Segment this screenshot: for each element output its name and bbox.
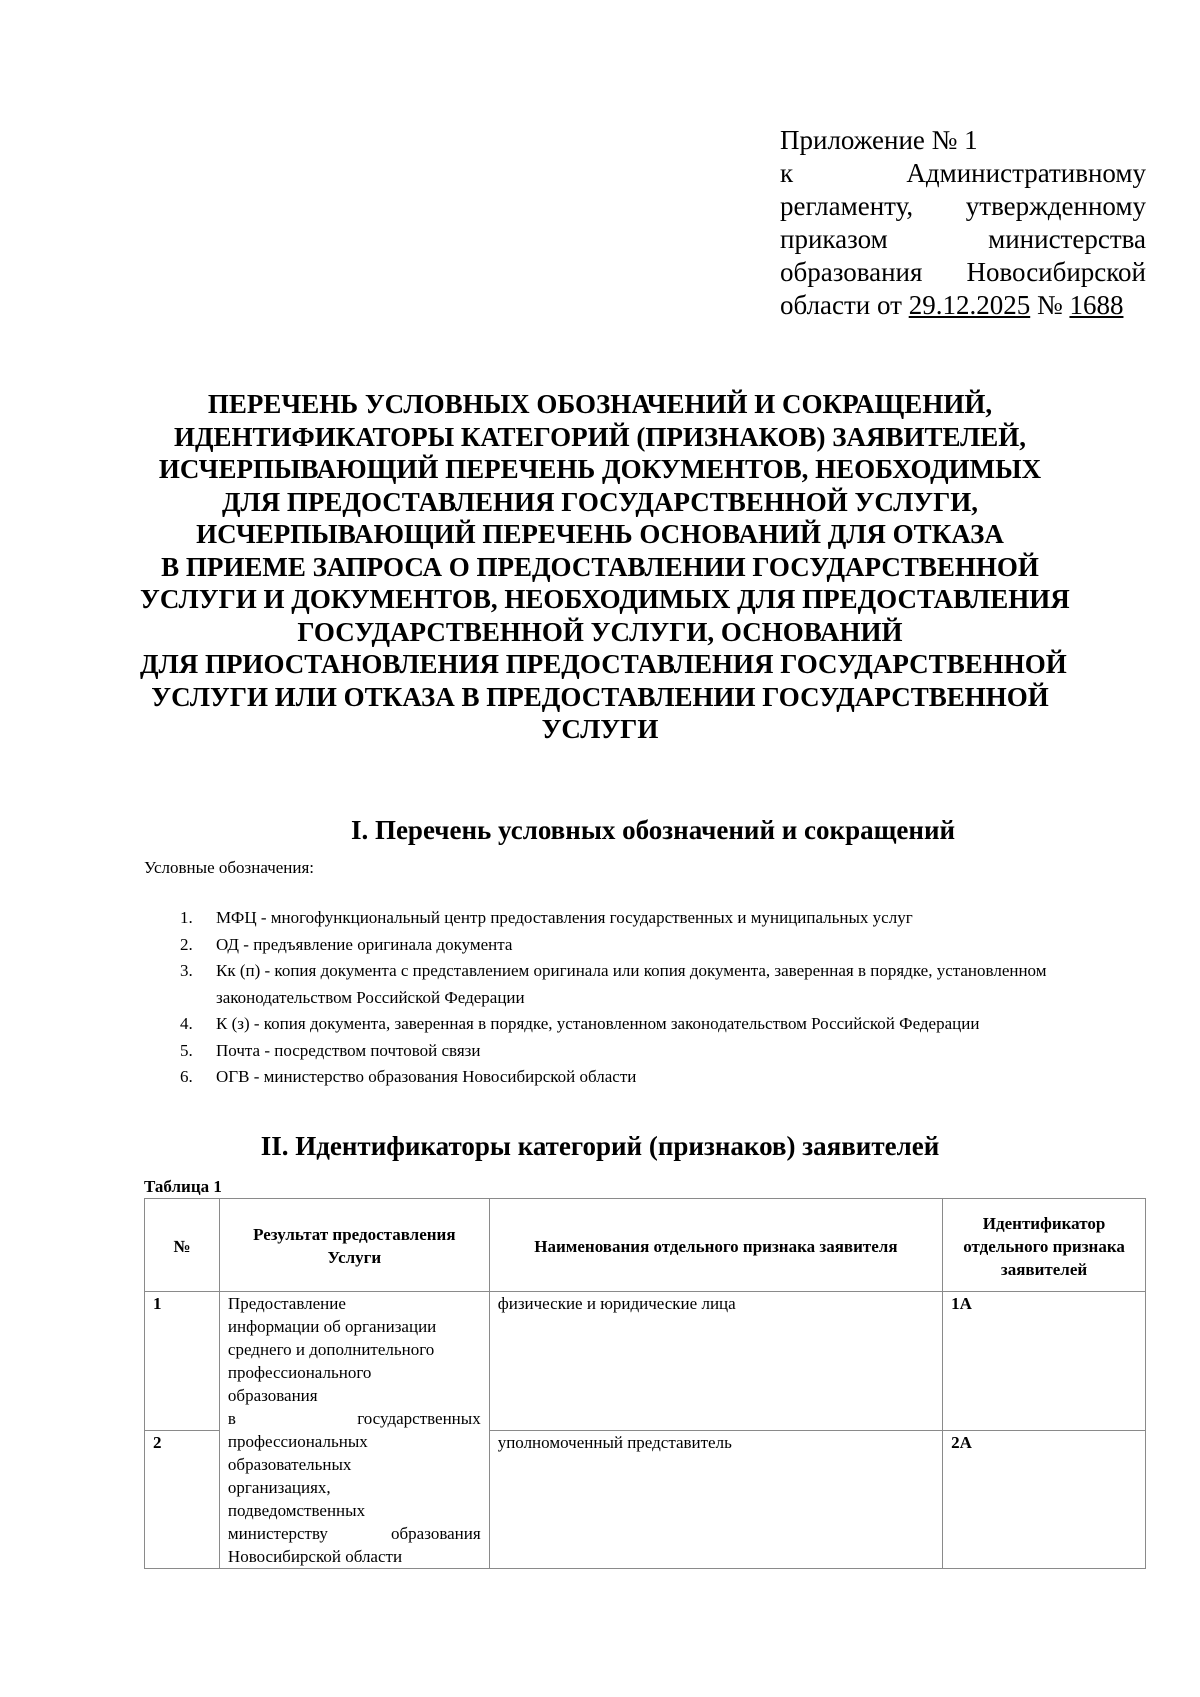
list-item: [144, 958, 1144, 1011]
result-line: организациях,: [227, 1478, 331, 1497]
list-item-number: 3.: [180, 961, 193, 980]
result-line: образования: [227, 1386, 318, 1405]
table-caption: Таблица 1: [144, 1177, 222, 1196]
appendix-date-prefix: области от: [780, 290, 909, 320]
list-item-number: 2.: [180, 934, 193, 954]
result-line: среднего и дополнительного: [227, 1340, 435, 1359]
row-attribute-name: уполномоченный представитель: [489, 1430, 942, 1569]
table-header-row: [145, 1199, 1146, 1292]
appendix-number: 1688: [1069, 290, 1124, 320]
result-line: профессиональных: [227, 1432, 368, 1451]
list-item-text: К (з) - копия документа, заверенная в порядке, установленном законодательством Российской Федерации: [216, 1014, 980, 1033]
appendix-number-prefix: №: [1030, 290, 1070, 320]
title-line: ДЛЯ ПРЕДОСТАВЛЕНИЯ ГОСУДАРСТВЕННОЙ УСЛУГИ,: [221, 486, 979, 517]
table-row: [145, 1292, 1146, 1431]
result-line: Новосибирской области: [227, 1547, 403, 1566]
applicant-categories-table: [144, 1198, 1146, 1569]
header-identifier: Идентификатор отдельного признака заявителей: [943, 1199, 1146, 1292]
title-line: ПЕРЕЧЕНЬ УСЛОВНЫХ ОБОЗНАЧЕНИЙ И СОКРАЩЕНИЙ,: [207, 389, 993, 419]
section-2-heading: II. Идентификаторы категорий (признаков) заявителей: [260, 1131, 940, 1161]
appendix-line: к Административному: [780, 158, 1146, 188]
list-item-number: 5.: [180, 1040, 193, 1060]
legend-label: Условные обозначения:: [144, 858, 315, 877]
list-item-text: ОД - предъявление оригинала документа: [216, 934, 513, 954]
appendix-line: приказом министерства: [780, 224, 1146, 254]
appendix-line: образования Новосибирской: [780, 257, 1146, 287]
document-title: [140, 388, 1070, 746]
row-attribute-name: физические и юридические лица: [489, 1292, 942, 1431]
row-number: 2: [145, 1430, 220, 1569]
title-line: УСЛУГИ ИЛИ ОТКАЗА В ПРЕДОСТАВЛЕНИИ ГОСУДАРСТВЕННОЙ: [151, 681, 1049, 712]
title-line: В ПРИЕМЕ ЗАПРОСА О ПРЕДОСТАВЛЕНИИ ГОСУДАРСТВЕННОЙ: [161, 551, 1039, 582]
result-line: профессионального: [227, 1363, 372, 1382]
header-number: №: [145, 1199, 220, 1292]
row-identifier: 1А: [943, 1292, 1146, 1431]
abbreviation-list: [144, 905, 1144, 1091]
result-cell: [219, 1292, 489, 1569]
appendix-title: Приложение № 1: [780, 125, 978, 155]
list-item-number: 1.: [180, 908, 193, 927]
result-line: министерству образования: [227, 1524, 481, 1543]
title-line: ИСЧЕРПЫВАЮЩИЙ ПЕРЕЧЕНЬ ДОКУМЕНТОВ, НЕОБХОДИМЫХ: [158, 454, 1042, 484]
title-line: УСЛУГИ И ДОКУМЕНТОВ, НЕОБХОДИМЫХ ДЛЯ ПРЕДОСТАВЛЕНИЯ: [140, 584, 1070, 614]
title-line: УСЛУГИ: [541, 714, 659, 744]
row-number: 1: [145, 1292, 220, 1431]
list-item: [144, 1011, 1144, 1038]
list-item: [144, 1038, 1144, 1065]
appendix-line: регламенту, утвержденному: [780, 191, 1146, 221]
list-item-text: Кк (п) - копия документа с представлением оригинала или копия документа, заверенная в порядке, установленном законодательством Российской Федерации: [216, 961, 1047, 1007]
row-identifier: 2А: [943, 1430, 1146, 1569]
title-line: ИСЧЕРПЫВАЮЩИЙ ПЕРЕЧЕНЬ ОСНОВАНИЙ ДЛЯ ОТКАЗА: [196, 519, 1004, 549]
header-attribute-name: Наименования отдельного признака заявителя: [489, 1199, 942, 1292]
list-item-text: Почта - посредством почтовой связи: [216, 1040, 481, 1060]
list-item: [144, 1064, 1144, 1091]
list-item: [144, 932, 1144, 959]
result-line: Предоставление: [227, 1294, 346, 1313]
result-line: образовательных: [227, 1455, 352, 1474]
title-line: ДЛЯ ПРИОСТАНОВЛЕНИЯ ПРЕДОСТАВЛЕНИЯ ГОСУДАРСТВЕННОЙ: [140, 649, 1067, 679]
list-item-number: 4.: [180, 1014, 193, 1033]
header-result: Результат предоставления Услуги: [219, 1199, 489, 1292]
result-line: в государственных: [227, 1409, 481, 1428]
title-line: ИДЕНТИФИКАТОРЫ КАТЕГОРИЙ (ПРИЗНАКОВ) ЗАЯВИТЕЛЕЙ,: [173, 421, 1027, 452]
result-line: информации об организации: [227, 1317, 437, 1336]
result-line: подведомственных: [227, 1501, 366, 1520]
list-item: [144, 905, 1144, 932]
appendix-date: 29.12.2025: [908, 290, 1031, 320]
list-item-text: МФЦ - многофункциональный центр предоставления государственных и муниципальных услуг: [216, 908, 913, 927]
section-1-heading: I. Перечень условных обозначений и сокращений: [350, 815, 956, 845]
list-item-text: ОГВ - министерство образования Новосибирской области: [216, 1067, 637, 1086]
list-item-number: 6.: [180, 1067, 193, 1086]
title-line: ГОСУДАРСТВЕННОЙ УСЛУГИ, ОСНОВАНИЙ: [297, 616, 903, 647]
appendix-block: [780, 124, 1146, 322]
appendix-date-line: [780, 289, 1146, 322]
